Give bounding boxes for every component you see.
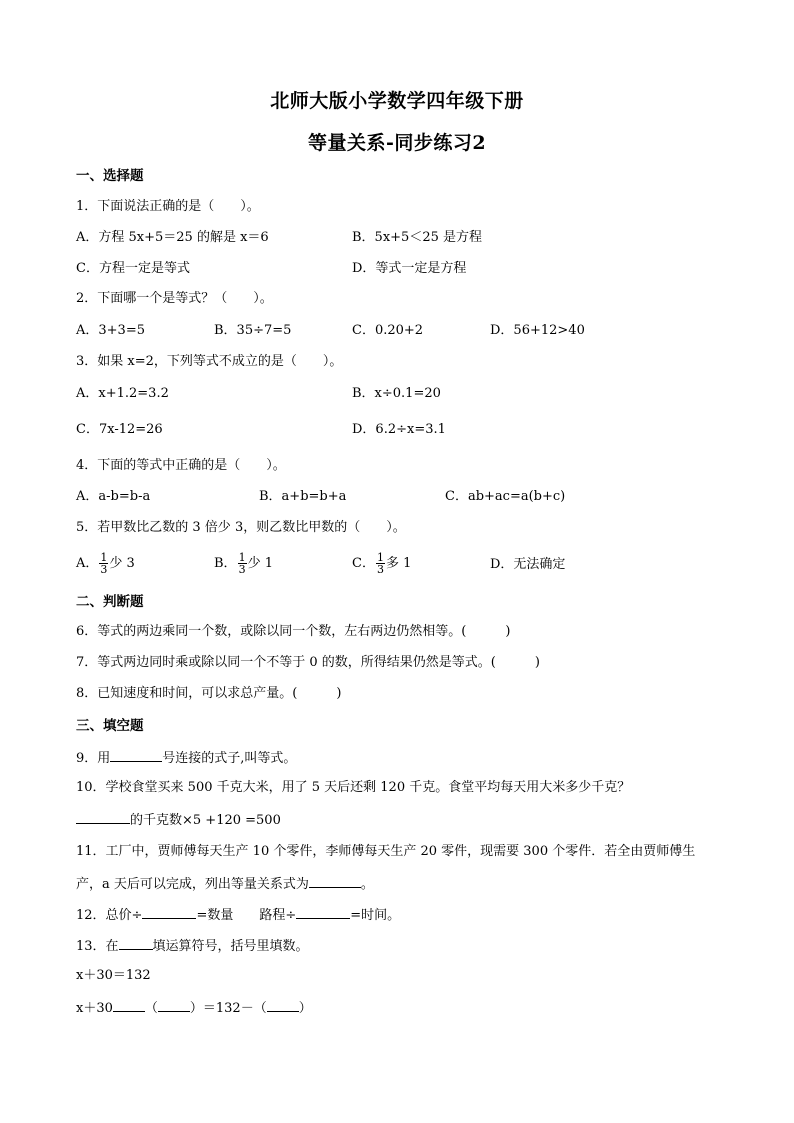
fraction-numerator: 1 (238, 551, 246, 564)
answer-blank[interactable] (113, 998, 145, 1012)
document-title: 北师大版小学数学四年级下册 (270, 90, 524, 112)
option-c-label: C． (352, 556, 375, 571)
option-a-text: 少 3 (109, 556, 135, 571)
question-1-stem: 1．下面说法正确的是（ ）。 (76, 199, 260, 214)
question-13-mid: ）＝132－（ (189, 1001, 267, 1016)
question-13-equation: x＋30＝132 (76, 968, 151, 983)
question-12-part3: =时间。 (350, 908, 401, 923)
question-13-suffix: 填运算符号，括号里填数。 (152, 939, 309, 954)
answer-blank[interactable] (267, 998, 299, 1012)
fraction-one-third (238, 552, 247, 575)
question-6: 6．等式的两边乘同一个数，或除以同一个数，左右两边仍然相等。( ) (76, 624, 511, 639)
question-5-option-b (214, 552, 273, 575)
question-10-line1: 10．学校食堂买来 500 千克大米，用了 5 天后还剩 120 千克。食堂平均每天用大米多少千克？ (76, 780, 631, 795)
question-9-suffix: 号连接的式子,叫等式。 (162, 751, 297, 766)
question-2-option-d: D．56+12>40 (490, 323, 585, 338)
question-5-option-c (352, 552, 411, 575)
option-b-label: B． (214, 556, 237, 571)
question-12-part2: =数量 路程÷ (196, 908, 297, 923)
question-2-stem: 2．下面哪一个是等式？（ ）。 (76, 291, 273, 306)
option-a-label: A． (76, 556, 99, 571)
question-4-option-c: C．ab+ac=a(b+c) (445, 489, 566, 504)
section-heading-judge: 二、判断题 (76, 594, 144, 610)
fraction-denominator: 3 (238, 563, 246, 576)
section-heading-choice: 一、选择题 (76, 168, 144, 184)
answer-blank[interactable] (76, 810, 130, 824)
question-2-option-b: B．35÷7=5 (214, 323, 292, 338)
question-13 (76, 936, 309, 956)
question-4-stem: 4．下面的等式中正确的是（ ）。 (76, 458, 286, 473)
close-paren: ） (298, 1001, 312, 1016)
option-b-text: 少 1 (247, 556, 273, 571)
option-c-text: 多 1 (385, 556, 412, 571)
question-10-line2 (76, 810, 281, 830)
answer-blank[interactable] (158, 998, 190, 1012)
document-subtitle: 等量关系-同步练习2 (307, 132, 487, 154)
question-10-equation: 的千克数×5 +120 =500 (130, 813, 281, 828)
question-1-option-d: D．等式一定是方程 (352, 261, 467, 276)
answer-blank[interactable] (110, 748, 162, 762)
question-11-suffix: 。 (360, 877, 374, 892)
question-11-line1: 11．工厂中，贾师傅每天生产 10 个零件，李师傅每天生产 20 零件，现需要 300 个零件．若全由贾师傅生 (76, 844, 696, 859)
question-1-option-c: C．方程一定是等式 (76, 261, 190, 276)
question-5-option-d: D．无法确定 (490, 557, 566, 572)
question-1-option-b: B．5x+5＜25 是方程 (352, 230, 482, 245)
question-9 (76, 748, 296, 768)
fraction-denominator: 3 (376, 563, 384, 576)
question-7: 7．等式两边同时乘或除以同一个不等于 0 的数，所得结果仍然是等式。( ) (76, 655, 540, 670)
question-2-option-c: C．0.20+2 (352, 323, 424, 338)
fraction-one-third (376, 552, 385, 575)
answer-blank[interactable] (309, 874, 361, 888)
question-12-part1: 12．总价÷ (76, 908, 143, 923)
answer-blank[interactable] (119, 936, 153, 950)
question-4-option-b: B．a+b=b+a (259, 489, 347, 504)
question-11-line2 (76, 874, 374, 894)
question-12 (76, 905, 400, 925)
question-5-option-a (76, 552, 135, 575)
answer-blank[interactable] (296, 905, 350, 919)
question-3-option-c: C．7x-12=26 (76, 422, 163, 437)
question-1-option-a: A．方程 5x+5＝25 的解是 x＝6 (76, 230, 269, 245)
question-8: 8．已知速度和时间，可以求总产量。( ) (76, 686, 342, 701)
question-5-stem: 5．若甲数比乙数的 3 倍少 3，则乙数比甲数的（ ）。 (76, 520, 406, 535)
question-9-prefix: 9．用 (76, 751, 111, 766)
question-3-option-d: D．6.2÷x=3.1 (352, 422, 446, 437)
question-4-option-a: A．a-b=b-a (76, 489, 151, 504)
question-2-option-a: A．3+3=5 (76, 323, 145, 338)
question-13-expr: x＋30 (76, 1001, 113, 1016)
section-heading-fill: 三、填空题 (76, 718, 144, 734)
answer-blank[interactable] (142, 905, 196, 919)
question-11-prefix: 产，a 天后可以完成，列出等量关系式为 (76, 877, 309, 892)
question-13-fill-line (76, 998, 312, 1018)
question-3-stem: 3．如果 x=2，下列等式不成立的是（ ）。 (76, 354, 343, 369)
open-paren: （ (144, 1001, 158, 1016)
fraction-denominator: 3 (100, 563, 108, 576)
question-13-prefix: 13．在 (76, 939, 119, 954)
question-3-option-a: A．x+1.2=3.2 (76, 386, 169, 401)
fraction-numerator: 1 (100, 551, 108, 564)
fraction-numerator: 1 (376, 551, 384, 564)
fraction-one-third (99, 552, 108, 575)
question-3-option-b: B．x÷0.1=20 (352, 386, 441, 401)
